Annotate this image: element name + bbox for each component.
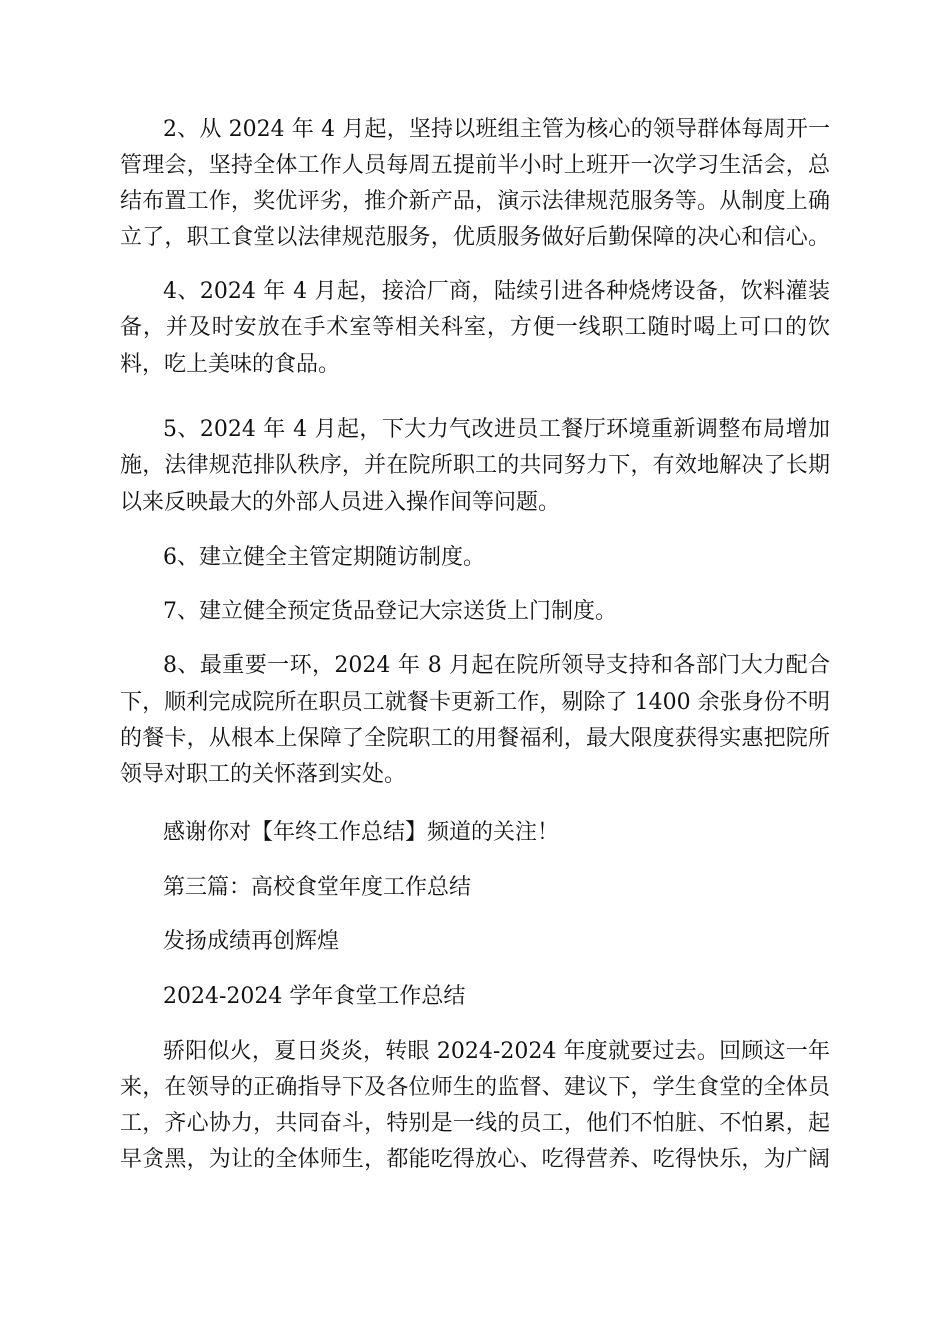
- text-line: 的餐卡，从根本上保障了全院职工的用餐福利，最大限度获得实惠把院所: [120, 726, 830, 751]
- text-line: 下，顺利完成院所在职员工就餐卡更新工作，剔除了 1400 余张身份不明: [120, 690, 830, 715]
- text-line: 管理会，坚持全体工作人员每周五提前半小时上班开一次学习生活会，总: [120, 153, 830, 178]
- text-line: 感谢你对【年终工作总结】频道的关注！: [163, 820, 560, 845]
- text-line: 8、最重要一环，2024 年 8 月起在院所领导支持和各部门大力配合: [163, 653, 830, 678]
- text-line: 2、从 2024 年 4 月起，坚持以班组主管为核心的领导群体每周开一: [163, 117, 830, 142]
- text-line: 以来反映最大的外部人员进入操作间等问题。: [120, 490, 561, 515]
- text-line: 立了，职工食堂以法律规范服务，优质服务做好后勤保障的决心和信心。: [120, 225, 830, 250]
- text-line: 第三篇：高校食堂年度工作总结: [163, 875, 472, 900]
- text-line: 5、2024 年 4 月起，下大力气改进员工餐厅环境重新调整布局增加: [163, 417, 830, 442]
- text-line: 早贪黑，为让的全体师生，都能吃得放心、吃得营养、吃得快乐，为广阔: [120, 1147, 830, 1172]
- text-line: 料，吃上美味的食品。: [120, 352, 341, 377]
- text-line: 2024-2024 学年食堂工作总结: [163, 984, 466, 1009]
- text-line: 工，齐心协力，共同奋斗，特别是一线的员工，他们不怕脏、不怕累，起: [120, 1111, 830, 1136]
- text-line: 7、建立健全预定货品登记大宗送货上门制度。: [163, 599, 617, 624]
- text-line: 结布置工作，奖优评劣，推介新产品，演示法律规范服务等。从制度上确: [120, 189, 830, 214]
- text-line: 4、2024 年 4 月起，接洽厂商，陆续引进各种烧烤设备，饮料灌装: [163, 279, 830, 304]
- text-line: 来，在领导的正确指导下及各位师生的监督、建议下，学生食堂的全体员: [120, 1075, 830, 1100]
- text-line: 发扬成绩再创辉煌: [163, 929, 340, 954]
- text-line: 骄阳似火，夏日炎炎，转眼 2024-2024 年度就要过去。回顾这一年: [163, 1039, 830, 1064]
- text-line: 施，法律规范排队秩序，并在院所职工的共同努力下，有效地解决了长期: [120, 453, 830, 478]
- text-line: 领导对职工的关怀落到实处。: [120, 762, 407, 787]
- text-line: 6、建立健全主管定期随访制度。: [163, 545, 485, 570]
- text-line: 备，并及时安放在手术室等相关科室，方便一线职工随时喝上可口的饮: [120, 315, 830, 340]
